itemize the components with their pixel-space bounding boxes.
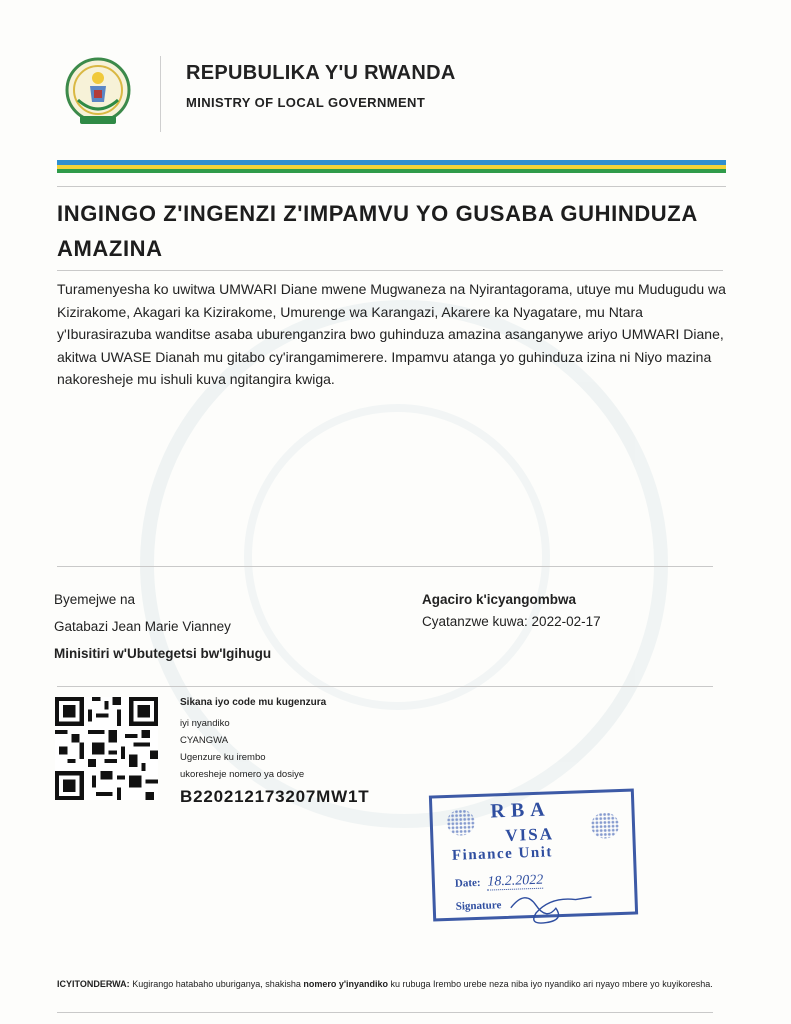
- document-code: B220212173207MW1T: [180, 787, 370, 806]
- divider: [57, 566, 713, 567]
- ministry-name: MINISTRY OF LOCAL GOVERNMENT: [186, 95, 426, 110]
- approver-name: Gatabazi Jean Marie Vianney: [54, 619, 231, 634]
- approved-by-label: Byemejwe na: [54, 592, 136, 607]
- stamp-signature: [456, 899, 502, 913]
- flag-stripe: [57, 160, 726, 174]
- scan-instruction-2: iyi nyandiko: [180, 718, 230, 729]
- stamp-rba: RBA: [490, 798, 552, 823]
- rwanda-coat-of-arms-icon: [64, 56, 132, 130]
- footer-text-a: Kugirango hatabaho uburiganya, shakisha: [132, 979, 301, 989]
- signature-icon: [505, 885, 596, 928]
- scan-instruction: Sikana iyo code mu kugenzura: [180, 697, 327, 708]
- irembo-instruction-2: ukoresheje nomero ya dosiye: [180, 769, 305, 780]
- issue-date: Cyatanzwe kuwa: 2022-02-17: [422, 614, 601, 629]
- footer-emphasis: nomero y'inyandiko: [303, 979, 389, 989]
- footer-notice: [57, 976, 717, 993]
- header-divider: [160, 56, 161, 132]
- divider: [57, 186, 726, 187]
- irembo-instruction: Ugenzure ku irembo: [180, 752, 266, 763]
- qr-code-icon: [55, 697, 158, 800]
- divider: [57, 686, 713, 687]
- document-title: INGINGO Z'INGENZI Z'IMPAMVU YO GUSABA GUHINDUZA AMAZINA: [57, 201, 697, 261]
- stamp-signature-label: Signature: [455, 899, 502, 913]
- footer-text-b: ku rubuga Irembo urebe neza niba iyo nyandiko ari nyayo mbere yo kuyikoresha.: [390, 979, 713, 989]
- country-name: REPUBULIKA Y'U RWANDA: [186, 62, 456, 84]
- or-label: CYANGWA: [180, 735, 229, 746]
- stamp-visa: VISA: [504, 824, 555, 845]
- approver-title: Minisitiri w'Ubutegetsi bw'Igihugu: [54, 646, 272, 661]
- value-label: Agaciro k'icyangombwa: [422, 592, 577, 607]
- stamp-date-value: 18.2.2022: [487, 872, 544, 890]
- stamp-finance-unit: Finance Unit: [451, 844, 554, 864]
- divider: [57, 270, 723, 271]
- footer-lead: ICYITONDERWA:: [57, 979, 130, 989]
- document-body: Turamenyesha ko uwitwa UMWARI Diane mwene Mugwaneza na Nyirantagorama, utuye mu Mudugudu wa Kizirakome, Akagari ka Kizirakome, Umurenge wa Karangazi, Akarere ka Nyagatare, mu Ntara y'Iburasirazuba wanditse asaba uburenganzira bwo guhinduza amazina asanganywe ariyo UMWARI Diane, akitwa UWASE Dianah mu gitabo cy'irangamimerere. Impamvu atanga yo guhinduza izina ni Niyo mazina nakoresheje mu ishuli kuva ngitangira kwiga.: [57, 281, 726, 387]
- divider: [57, 1012, 713, 1013]
- fingerprint-icon: [446, 809, 475, 836]
- rba-visa-stamp: [429, 788, 638, 921]
- stamp-date-label: Date:: [454, 876, 481, 890]
- fingerprint-icon: [591, 812, 620, 839]
